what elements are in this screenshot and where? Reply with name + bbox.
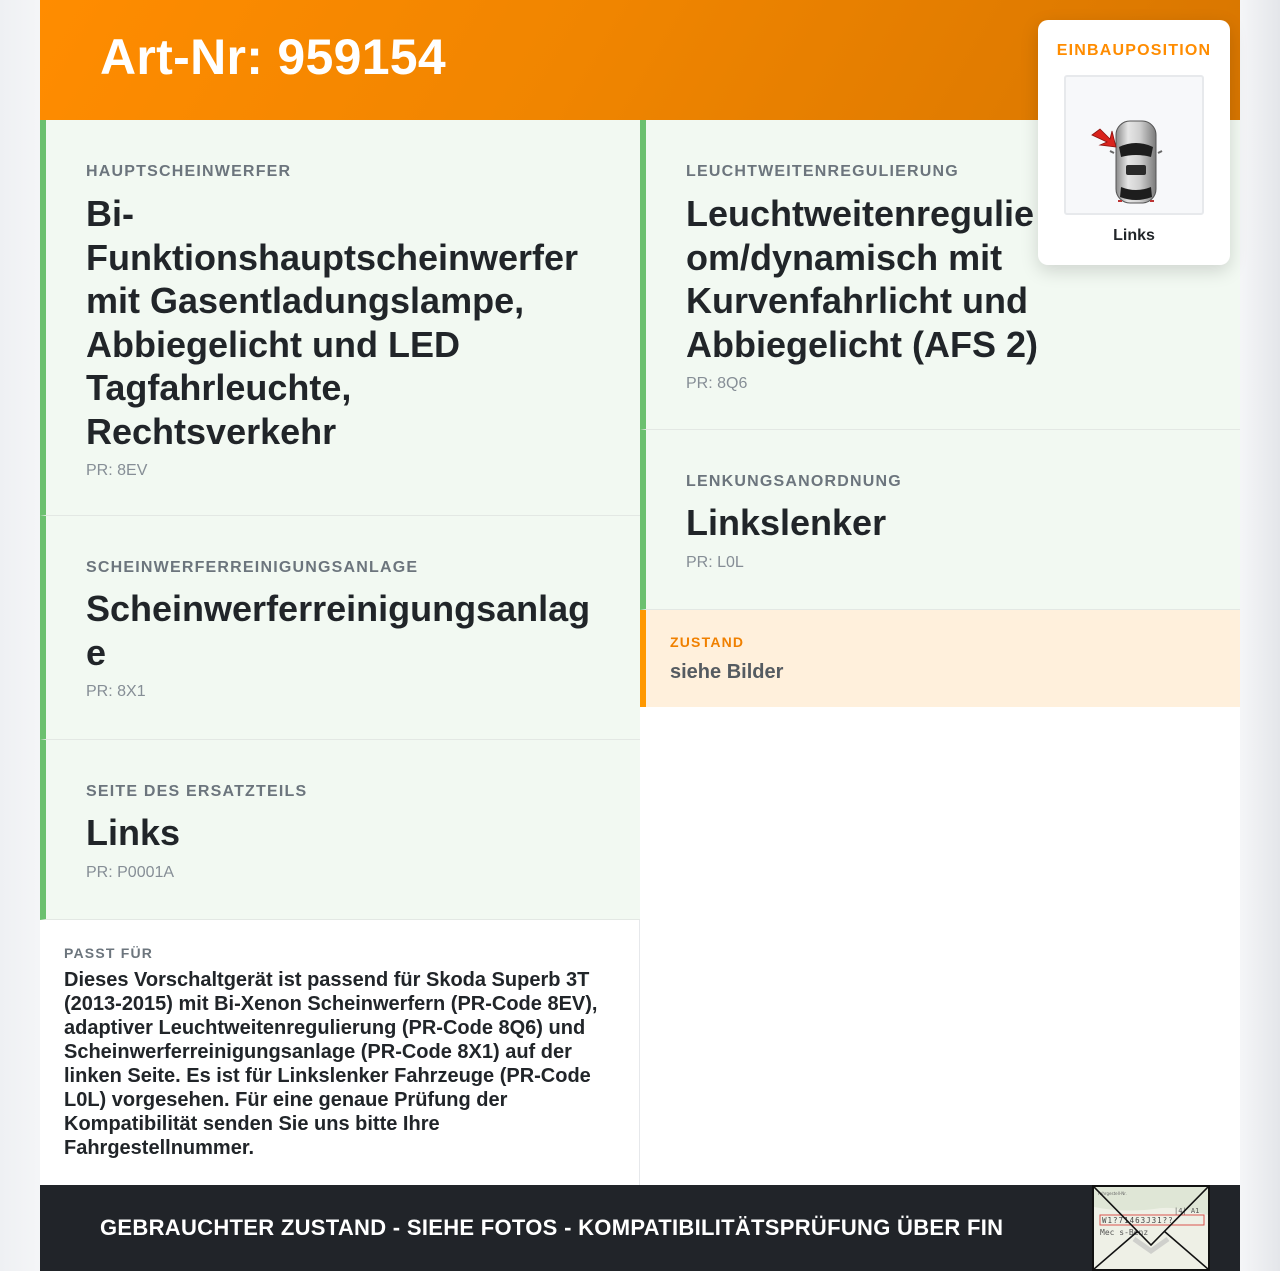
car-position-image — [1064, 75, 1204, 215]
footer-notice: GEBRAUCHTER ZUSTAND - SIEHE FOTOS - KOMPATIBILITÄTSPRÜFUNG ÜBER FIN — [100, 1215, 1004, 1240]
spec-value — [86, 192, 640, 453]
condition-value: siehe Bilder — [670, 661, 784, 683]
spec-column-right — [640, 120, 1240, 1185]
product-sheet — [40, 0, 1240, 1271]
envelope-vehicle-document-icon — [1094, 1187, 1208, 1269]
fits-section — [40, 920, 639, 1160]
spec-label: LEUCHTWEITENREGULIERUNG — [686, 163, 959, 180]
spec-label: LENKUNGSANORDNUNG — [686, 473, 902, 490]
condition-label: ZUSTAND — [670, 634, 745, 650]
fin-envelope-image — [1092, 1185, 1210, 1271]
spec-label: SCHEINWERFERREINIGUNGSANLAGE — [86, 559, 419, 576]
spec-card-headlight-washer — [40, 516, 640, 740]
spec-value-line: om/dynamisch mit — [686, 236, 1003, 278]
mounting-position-card — [1038, 20, 1230, 265]
svg-text:W1?71463J31??: W1?71463J31?? — [1102, 1216, 1174, 1225]
car-top-view-with-arrow-icon — [1066, 77, 1202, 213]
spec-value-line: Abbiegelicht (AFS 2) — [686, 323, 1039, 365]
mounting-position-caption: Links — [1113, 227, 1155, 244]
svg-text:|4| A1: |4| A1 — [1174, 1207, 1200, 1215]
fits-description: Dieses Vorschaltgerät ist passend für Skoda Superb 3T (2013-2015) mit Bi-Xenon Scheinwerfern (PR-Code 8EV), adaptiver Leuchtweitenregulierung (PR-Code 8Q6) und Scheinwerferreinigungsanlage (PR-Code 8X1) auf der linken Seite. Es ist für Linkslenker Fahrzeuge (PR-Code L0L) vorgesehen. Für eine genaue Prüfung der Kompatibilität senden Sie uns bitte Ihre Fahrgestellnummer. — [64, 969, 598, 1159]
spec-card-part-side — [40, 740, 640, 920]
spec-value: Scheinwerferreinigungsanlage — [86, 588, 591, 673]
spec-value-text: Bi-Funktionshauptscheinwerfer mit Gasentladungslampe, Abbiegelicht und LED Tagfahrleuchte, Rechtsverkehr — [86, 193, 579, 452]
article-number-title: Art-Nr: 959154 — [100, 29, 447, 85]
spec-label: SEITE DES ERSATZTEILS — [86, 783, 308, 800]
condition-card — [640, 610, 1240, 707]
spec-grid — [40, 120, 1240, 1185]
fits-label: PASST FÜR — [64, 945, 154, 961]
spec-pr-code: PR: 8EV — [86, 462, 148, 479]
spec-value-line: Kurvenfahrlicht und — [686, 280, 1029, 321]
spec-card-headlight — [40, 120, 640, 516]
spec-value: Linkslenker — [686, 502, 887, 543]
spec-pr-code: PR: P0001A — [86, 863, 175, 881]
spec-label: HAUPTSCHEINWERFER — [86, 163, 292, 180]
mounting-position-title: EINBAUPOSITION — [1056, 42, 1212, 59]
spec-column-left — [40, 120, 640, 1185]
spec-value-line: Leuchtweitenregulie — [686, 193, 1035, 234]
spec-pr-code: PR: 8Q6 — [686, 375, 748, 392]
spec-pr-code: PR: L0L — [686, 553, 744, 571]
spec-card-steering — [640, 430, 1240, 610]
svg-text:Mec s-Benz: Mec s-Benz — [1100, 1228, 1149, 1237]
spec-value: Links — [86, 812, 181, 853]
footer-bar — [40, 1185, 1240, 1271]
svg-text:Fahrgestell-Nr.: Fahrgestell-Nr. — [1098, 1191, 1127, 1196]
spec-pr-code: PR: 8X1 — [86, 683, 146, 700]
